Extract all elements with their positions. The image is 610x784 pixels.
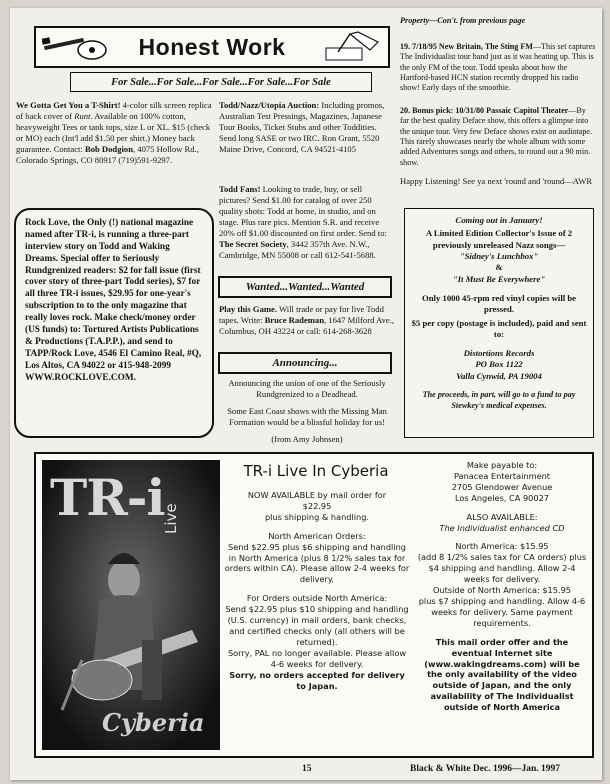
announcing-banner: Announcing... (218, 352, 392, 374)
promo-box: PO Box 1122 (475, 359, 523, 370)
cover-sub: Live (162, 503, 180, 534)
section-title: Honest Work (138, 33, 286, 60)
nazz-promo-box (404, 208, 594, 438)
issue-date: Black & White Dec. 1996—Jan. 1997 (410, 764, 560, 774)
tshirt-ad: We Gotta Get You a T-Shirt! 4-color silk screen replica of back cover of Runt. Available on 100% cotton, heavyweight Tees or tank tops, size L or XL. $15 (check or MO) each (Int'l add $1.50 per shirt.) Money back guarantee. Contact: Bob Dodgion, 4075 Hollow Rd., Colorado Springs, CO 80917 (719)591-9297. (16, 100, 212, 165)
writing-hand-icon (320, 30, 382, 62)
cover-name: Cyberia (102, 708, 205, 737)
page-number: 15 (302, 764, 312, 774)
rocklove-body: Rock Love, the Only (!) national magazine named after TR-i, is running a three-part interview story on Todd and Waking Dreams. Special offer to Seriously Rundgrenized readers: $2 for fall issue (first cover story of three-part Todd series), $7 for all three TR-i issues, $29.95 for one-year's subscription to to the only magazine that really loves rock. Make check/money order (US funds) to: Tortured Artists Publications & Productions (T.A.P.P.), and send to TAPP/Rock Love, 4546 El Camino Real, #Q, Los Altos, CA 94022 or 415-948-2099 (25, 218, 202, 371)
video-cover-image (42, 460, 220, 750)
rocklove-url[interactable]: WWW.ROCKLOVE.COM. (25, 372, 136, 383)
promo-proceeds: The proceeds, in part, will go to a fund to pay Stewkey's medical expenses. (422, 390, 576, 410)
promo-amp: & (495, 262, 503, 273)
promo-song1: "Sidney's Lunchbox" (459, 250, 539, 261)
track-20: 20. Bonus pick: 10/31/80 Passaic Capitol Theater—By far the best quality Deface show, this offers a glimpse into the unique tour. Very few Deface shows exist on audiotape. This rarely showcases nearly the whole album with some added Adventures songs and others, to round out a 90 min. show. (400, 106, 593, 167)
announcing-body-2: Some East Coast shows with the Missing Man Formation would be a blissful holiday for us! (227, 406, 387, 427)
ad-right-column: Make payable to: Panacea Entertainment 2705 Glendower Avenue Los Angeles, CA 90027 ALSO AVAILABLE: The Individualist enhanced CD North America: $15.95 (add 8 1/2% sales tax for CA orders) plus $4 shipping and handling. Allow 2-4 weeks for delivery. Outside of North America: $15.95 plus $7 shipping and handling. Allow 4-6 weeks for delivery. Same payment requirements. This mail order offer and the eventual Internet site (www.wakingdreams.com) will be the only availability of the video outside of Japan, and the only availability of The Individualist outside of North America (417, 460, 587, 713)
ad-middle-column: NOW AVAILABLE by mail order for $22.95 plus shipping & handling. North American Orders: Send $22.95 plus $6 shipping and handling in North America (plus 8 1/2% sales tax for orders within CA). Please allow 2-4 weeks for delivery. For Orders outside North America: Send $22.95 plus $10 shipping and handling (U.S. currency) in mail orders, bank checks, and certified checks only (all others will be returned). Sorry, PAL no longer available. Please allow 4-6 weeks for delivery. Sorry, no orders accepted for delivery to Japan. (224, 490, 410, 691)
auction-ad: Todd/Nazz/Utopia Auction: Including promos, Australian Test Pressings, Magazines, Japanese Tour Books, Ticket Stubs and other Toddities. Send long SASE or two IRC. Ron Grant, 5520 Maine Drive, Concord, CA 94521-4105 (219, 100, 385, 154)
section-title-box (34, 26, 390, 68)
promo-copies: Only 1000 45-rpm red vinyl copies will be pressed. (421, 292, 577, 315)
ad-title: TR-i Live In Cyberia (243, 462, 389, 480)
signoff: Happy Listening! See ya next 'round and 'round—AWR (400, 176, 593, 186)
magazine-page (10, 8, 602, 780)
guitar-icon (42, 30, 112, 62)
cyberia-ad (34, 452, 594, 758)
announcing-body: Announcing the union of one of the Seriously Rundgrenized to a Deadhead. (228, 378, 386, 399)
continued-header: Property—Con't. from previous page (400, 16, 526, 25)
play-game-ad: Play this Game. Will trade or pay for live Todd tapes. Write: Bruce Rademan, 1647 Milford Ave., Columbus, OH 43224 or call: 614-268-3628 (219, 304, 395, 336)
promo-price: $5 per copy (postage is included), paid and sent to: (411, 317, 587, 339)
announcing-credit: (from Amy Johnsen) (271, 434, 343, 444)
rocklove-ad (14, 208, 214, 438)
track-19: 19. 7/18/95 New Britain, The Sting FM—This set captures The Individualist tour band just as it was heating up. This is the only FM of the tour. Todd speaks about how the Hartford-based HCN station recently dropped his radio show! Early days of the smoothie. (400, 42, 596, 93)
promo-line1: A Limited Edition Collector's Issue of 2 previously unreleased Nazz songs— (425, 228, 573, 250)
promo-song2: "It Must Be Everywhere" (452, 273, 546, 284)
cover-title: TR-i (50, 468, 165, 527)
promo-coming: Coming out in January! (455, 215, 543, 225)
promo-city: Valla Cynwid, PA 19004 (456, 370, 542, 381)
tshirt-lead: We Gotta Get You a T-Shirt! (16, 100, 121, 110)
for-sale-banner: For Sale...For Sale...For Sale...For Sale...For Sale (70, 72, 372, 92)
promo-company: Distortions Records (463, 348, 535, 359)
wanted-banner: Wanted...Wanted...Wanted (218, 276, 392, 298)
todd-fans-ad: Todd Fans! Looking to trade, buy, or sell pictures? Send $1.00 for catalog of over 250 quality shots: Todd at home, in studio, and on stage. Plus rare pics. Mention S.R. and receive 20% off $1.00 discounted on first order. Send to: The Secret Society, 3442 357th Ave. N.W., Cambridge, MN 55008 or call 612-541-5688. (219, 184, 387, 260)
